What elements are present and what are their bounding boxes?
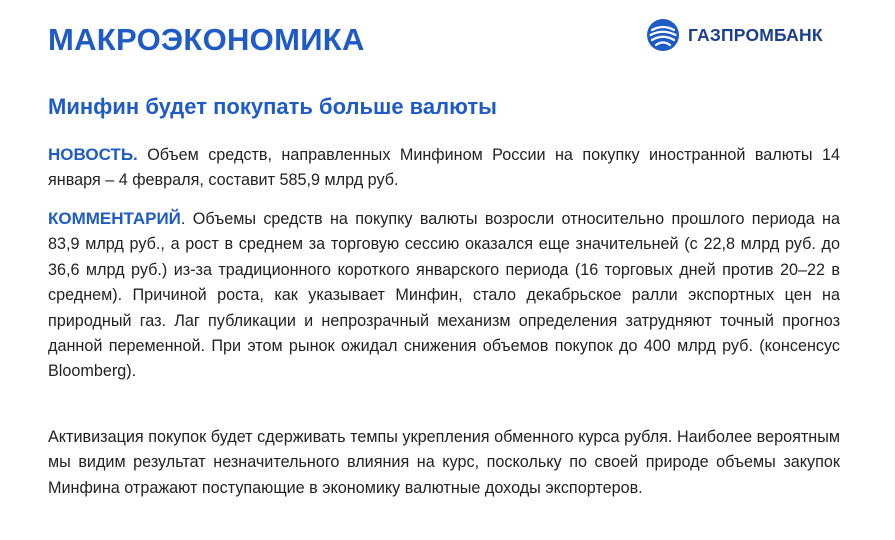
- comment-text: . Объемы средств на покупку валюты возросли относительно прошлого периода на 83,9 млрд руб., а рост в среднем за торговую сессию оказался еще значительней (с 22,8 млрд руб. до 36,6 млрд руб.) из-за традиционного короткого январского периода (16 торговых дней против 20–22 в среднем). Причиной роста, как указывает Минфин, стало декабрьское ралли экспортных цен на природный газ. Лаг публикации и непрозрачный механизм определения затрудняют точный прогноз данной переменной. При этом рынок ожидал снижения объемов покупок до 400 млрд руб. (консенсус Bloomberg).: [48, 210, 840, 381]
- conclusion-paragraph: Активизация покупок будет сдерживать темпы укрепления обменного курса рубля. Наиболее вероятным мы видим результат незначительного влияния на курс, поскольку по своей природе объемы закупок Минфина отражают поступающие в экономику валютные доходы экспортеров.: [48, 428, 840, 497]
- gazprombank-logo-icon: [646, 18, 680, 52]
- brand-logo: [646, 18, 823, 52]
- brand-name: ГАЗПРОМБАНК: [688, 24, 823, 45]
- comment-paragraph: [48, 206, 840, 385]
- news-paragraph: [48, 142, 840, 194]
- news-text: Объем средств, направленных Минфином России на покупку иностранной валюты 14 января – 4 февраля, составит 585,9 млрд руб.: [48, 146, 840, 190]
- news-label: НОВОСТЬ.: [48, 145, 138, 164]
- article-headline: Минфин будет покупать больше валюты: [48, 94, 497, 119]
- section-title: МАКРОЭКОНОМИКА: [48, 22, 365, 57]
- comment-label: КОММЕНТАРИЙ: [48, 209, 181, 228]
